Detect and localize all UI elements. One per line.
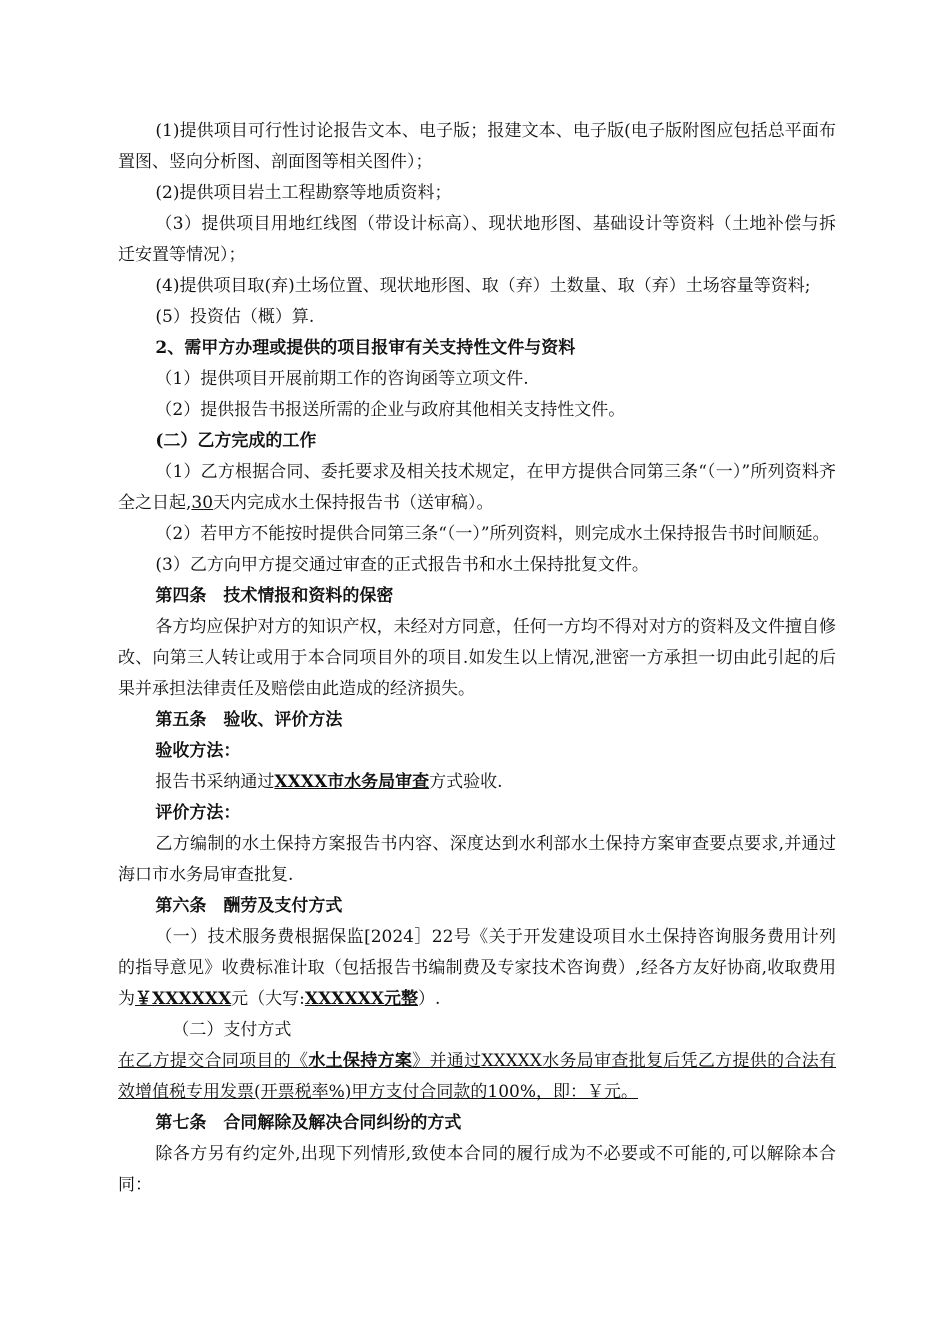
acceptance-body [118, 767, 836, 798]
article-7-title: 第七条 合同解除及解决合同纠纷的方式 [155, 1113, 462, 1133]
payment-pre: 在乙方提交合同项目的《 [118, 1051, 309, 1071]
fee-unit: 元（大写: [231, 989, 305, 1009]
item-1-1: (1)提供项目可行性讨论报告文本、电子版；报建文本、电子版(电子版附图应包括总平面布置图、竖向分析图、剖面图等相关图件）； [118, 121, 836, 172]
payment-plan: 水土保持方案 [308, 1051, 413, 1071]
item-1-5: (5）投资估（概）算. [155, 307, 315, 327]
item-b-2: （2）若甲方不能按时提供合同第三条“（一）”所列资料，则完成水土保持报告书时间顺延。 [155, 524, 830, 544]
section-b-heading: (二）乙方完成的工作 [155, 431, 317, 451]
payment-title: （二）支付方式 [172, 1020, 292, 1040]
item-1-4: (4)提供项目取(弃)土场位置、现状地形图、取（弃）土数量、取（弃）土场容量等资料; [155, 276, 811, 296]
fee-text: （一）技术服务费根据保监[2024］22号《关于开发建设项目水土保持咨询服务费用计列的指导意见》收费标准计取（包括报告书编制费及专家技术咨询费）,经各方友好协商,收取费用为 [118, 927, 836, 1009]
article-4-title: 第四条 技术情报和资料的保密 [155, 586, 394, 606]
item-2-1: （1）提供项目开展前期工作的咨询函等立项文件. [155, 369, 529, 389]
item-1-2: (2)提供项目岩土工程勘察等地质资料； [155, 183, 452, 203]
article-6-title: 第六条 酬劳及支付方式 [155, 896, 343, 916]
section-2-heading: 2、需甲方办理或提供的项目报审有关支持性文件与资料 [155, 338, 576, 358]
item-2-2: （2）提供报告书报送所需的企业与政府其他相关支持性文件。 [155, 400, 626, 420]
article-7-body: 除各方另有约定外,出现下列情形,致使本合同的履行成为不必要或不可能的,可以解除本合同： [118, 1144, 836, 1195]
item-b-1-post: 天内完成水土保持报告书（送审稿）。 [213, 493, 494, 513]
acceptance-post: 方式验收. [429, 772, 503, 792]
payment-post: 》并通过XXXXX水务局审查批复后凭乙方提供的合法有效增值税专用发票(开票税率%)甲方支付合同款的100%，即：￥元。 [118, 1051, 837, 1102]
item-b-3: (3）乙方向甲方提交通过审查的正式报告书和水土保持批复文件。 [155, 555, 649, 575]
fee-paragraph [118, 922, 836, 1015]
article-5-title: 第五条 验收、评价方法 [155, 710, 343, 730]
fee-close: ）. [418, 989, 441, 1009]
evaluation-body: 乙方编制的水土保持方案报告书内容、深度达到水利部水土保持方案审查要点要求,并通过海口市水务局审查批复. [118, 834, 836, 885]
item-1-3: （3）提供项目用地红线图（带设计标高）、现状地形图、基础设计等资料（土地补偿与拆迁安置等情况）； [118, 214, 836, 265]
acceptance-org: XXXX市水务局审查 [274, 772, 430, 792]
acceptance-pre: 报告书采纳通过 [155, 772, 275, 792]
acceptance-label: 验收方法： [155, 741, 241, 761]
item-b-1-pre: （1）乙方根据合同、委托要求及相关技术规定，在甲方提供合同第三条“（一）”所列资料齐全之日起, [118, 462, 836, 513]
article-4-body: 各方均应保护对方的知识产权，未经对方同意，任何一方均不得对对方的资料及文件擅自修改、向第三人转让或用于本合同项目外的项目.如发生以上情况,泄密一方承担一切由此引起的后果并承担法律责任及赔偿由此造成的经济损失。 [118, 617, 836, 699]
item-b-1 [118, 457, 836, 519]
fee-amount: ￥XXXXXX [135, 989, 232, 1009]
payment-body [118, 1046, 836, 1108]
evaluation-label: 评价方法： [155, 803, 241, 823]
document-body [118, 116, 836, 1201]
fee-words: XXXXXX元整 [304, 989, 419, 1009]
item-b-1-days: 30 [191, 493, 214, 513]
